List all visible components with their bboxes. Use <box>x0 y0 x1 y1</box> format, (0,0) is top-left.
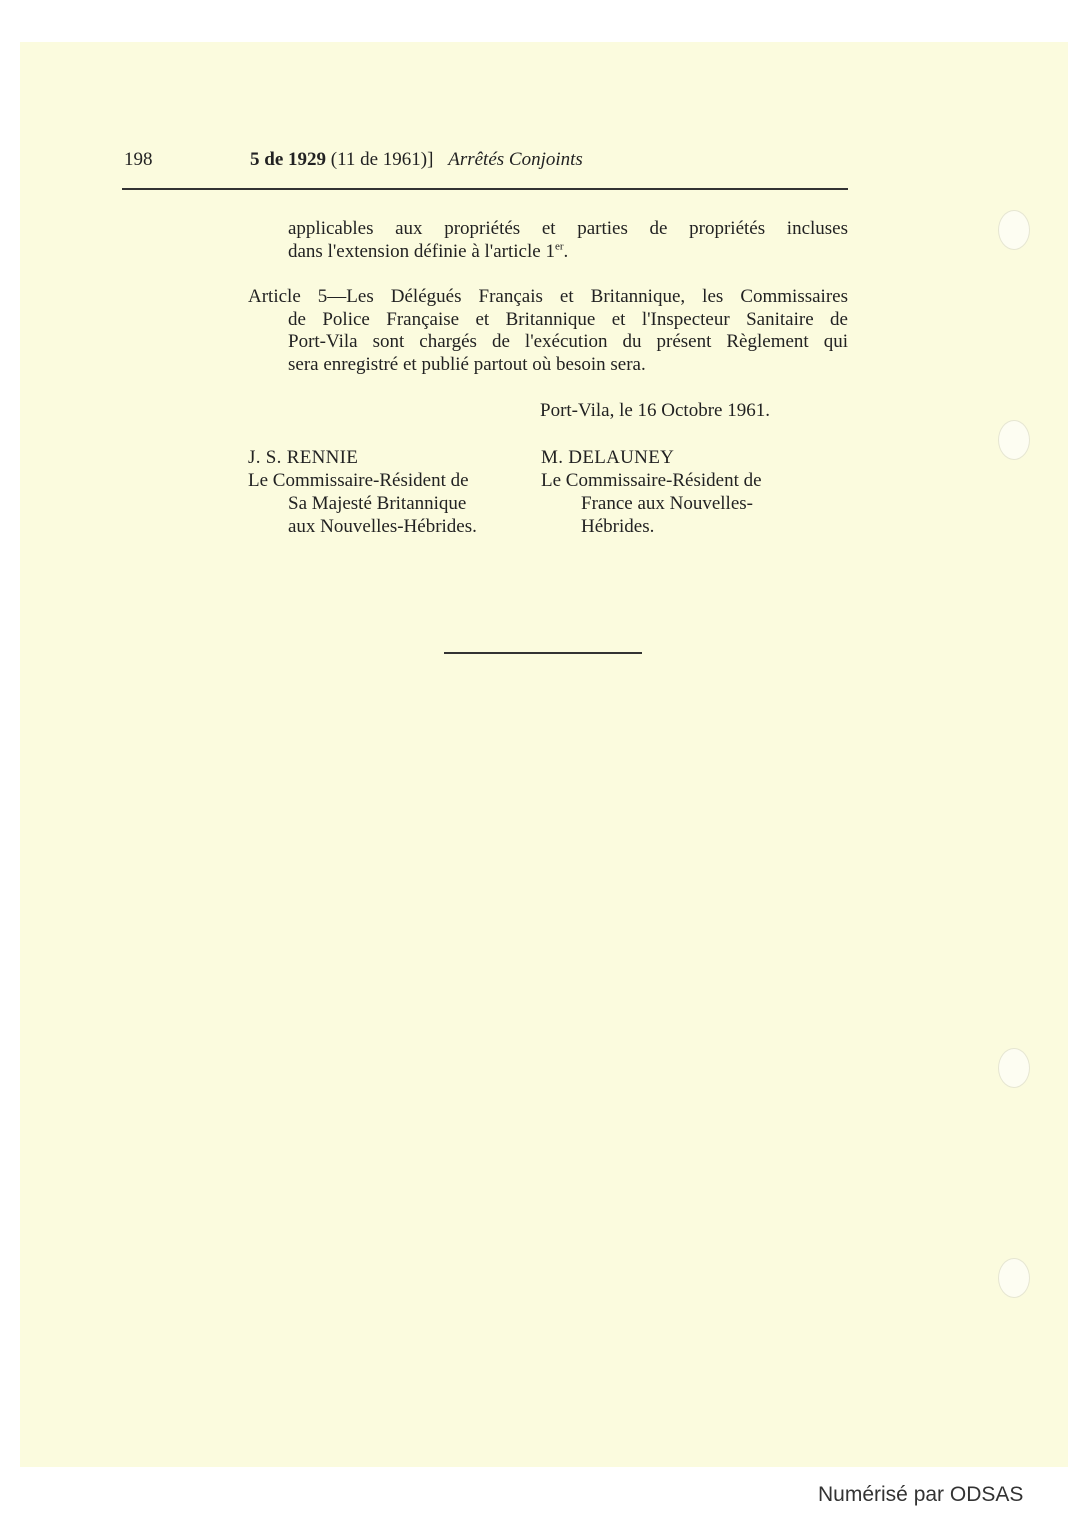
binder-hole <box>998 420 1030 460</box>
header-ref-normal: (11 de 1961)] <box>330 149 434 170</box>
paragraph-continuation <box>288 218 848 263</box>
signatory-title: France aux Nouvelles- <box>581 493 753 514</box>
digitization-footer: Numérisé par ODSAS <box>818 1483 1024 1506</box>
header-reference <box>250 149 583 171</box>
page-number: 198 <box>124 149 153 170</box>
header-ref-bold: 5 de 1929 <box>250 149 326 170</box>
running-header <box>124 149 848 173</box>
line-text: . <box>563 240 569 262</box>
paragraph-line: Article 5—Les Délégués Français et Britannique, les Commissaires <box>248 286 848 307</box>
signatory-title: Sa Majesté Britannique <box>288 493 467 514</box>
paragraph-line: de Police Française et Britannique et l'Inspecteur Sanitaire de <box>288 308 848 330</box>
signatory-title: aux Nouvelles-Hébrides. <box>288 516 477 537</box>
signatory-title: Le Commissaire-Résident de <box>248 470 469 491</box>
signatory-name: M. DELAUNEY <box>541 447 675 468</box>
signatory-name: J. S. RENNIE <box>248 447 359 468</box>
date-line: Port-Vila, le 16 Octobre 1961. <box>540 400 770 421</box>
signatory-title: Hébrides. <box>581 516 655 537</box>
article-5-paragraph <box>248 286 848 376</box>
binder-hole <box>998 210 1030 250</box>
line-text: dans l'extension définie à l'article 1 <box>288 240 555 262</box>
binder-hole <box>998 1048 1030 1088</box>
end-rule <box>444 652 642 654</box>
signatory-title: Le Commissaire-Résident de <box>541 470 762 491</box>
signature-block-left <box>248 446 528 538</box>
superscript: er <box>554 240 564 253</box>
header-title: Arrêtés Conjoints <box>448 149 583 170</box>
paragraph-line <box>288 241 848 264</box>
header-rule <box>122 188 848 190</box>
signature-block-right <box>541 446 841 538</box>
paragraph-line: sera enregistré et publié partout où besoin sera. <box>288 353 646 375</box>
paragraph-line: applicables aux propriétés et parties de propriétés incluses <box>288 218 848 239</box>
paragraph-line: Port-Vila sont chargés de l'exécution du présent Règlement qui <box>288 331 848 352</box>
binder-hole <box>998 1258 1030 1298</box>
